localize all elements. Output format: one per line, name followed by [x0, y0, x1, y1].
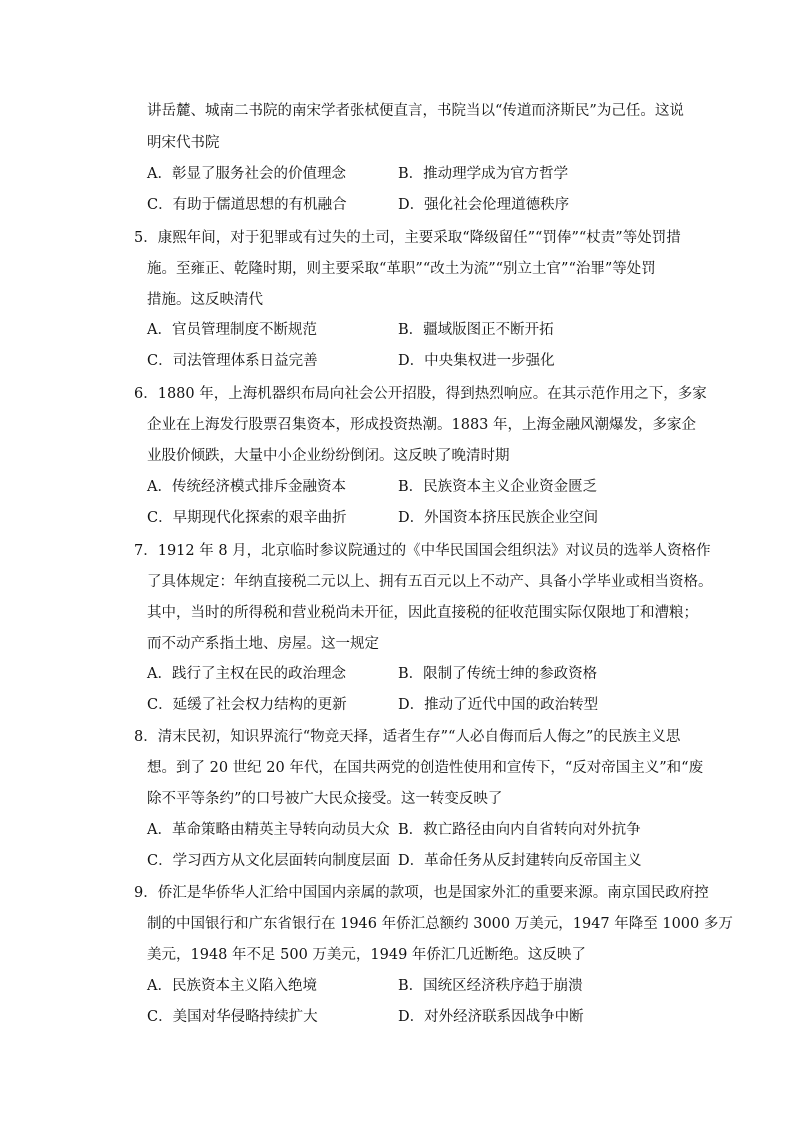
q5-line-1: 5．康熙年间，对于犯罪或有过失的土司，主要采取“降级留任”“罚俸”“杖责”等处罚措 — [134, 230, 681, 246]
q4-line-2: 明宋代书院 — [147, 135, 220, 151]
q6-option-a: A．传统经济模式排斥金融资本 — [147, 479, 346, 495]
q6-option-b: B．民族资本主义企业资金匮乏 — [398, 479, 598, 495]
q5-option-c: C．司法管理体系日益完善 — [147, 353, 318, 369]
q8-line-1: 8．清末民初，知识界流行“物竞天择，适者生存”“人必自侮而后人侮之”的民族主义思 — [134, 729, 681, 745]
q8-option-d: D．革命任务从反封建转向反帝国主义 — [398, 853, 642, 869]
q6-option-c: C．早期现代化探索的艰辛曲折 — [147, 510, 347, 526]
q8-option-c: C．学习西方从文化层面转向制度层面 — [147, 853, 391, 869]
q7-line-2: 了具体规定：年纳直接税二元以上、拥有五百元以上不动产、具备小学毕业或相当资格。 — [147, 574, 713, 590]
q4-option-a: A．彰显了服务社会的价值理念 — [147, 166, 346, 182]
q8-option-b: B．救亡路径由向内自省转向对外抗争 — [398, 822, 641, 838]
q7-line-1: 7．1912 年 8 月，北京临时参议院通过的《中华民国国会组织法》对议员的选举人资格作 — [134, 543, 711, 559]
q8-option-a: A．革命策略由精英主导转向动员大众 — [147, 822, 390, 838]
q6-line-2: 企业在上海发行股票召集资本，形成投资热潮。1883 年，上海金融风潮爆发，多家企 — [147, 417, 697, 433]
q7-option-d: D．推动了近代中国的政治转型 — [398, 697, 599, 713]
q6-option-d: D．外国资本挤压民族企业空间 — [398, 510, 599, 526]
q4-option-d: D．强化社会伦理道德秩序 — [398, 197, 570, 213]
q5-option-b: B．疆域版图正不断开拓 — [398, 322, 554, 338]
q4-line-1: 讲岳麓、城南二书院的南宋学者张栻便直言，书院当以“传道而济斯民”为己任。这说 — [147, 103, 684, 119]
q9-option-d: D．对外经济联系因战争中断 — [398, 1009, 584, 1025]
q9-option-a: A．民族资本主义陷入绝境 — [147, 978, 317, 994]
q7-line-4: 而不动产系指土地、房屋。这一规定 — [147, 636, 379, 652]
q6-line-3: 业股价倾跌，大量中小企业纷纷倒闭。这反映了晚清时期 — [147, 448, 510, 464]
q6-line-1: 6．1880 年，上海机器织布局向社会公开招股，得到热烈响应。在其示范作用之下，多家 — [134, 386, 707, 402]
q8-line-3: 除不平等条约”的口号被广大民众接受。这一转变反映了 — [147, 791, 503, 807]
q9-line-2: 制的中国银行和广东省银行在 1946 年侨汇总额约 3000 万美元，1947 年降至 1000 多万 — [147, 916, 733, 932]
q7-option-b: B．限制了传统士绅的参政资格 — [398, 666, 598, 682]
q9-line-1: 9．侨汇是华侨华人汇给中国国内亲属的款项，也是国家外汇的重要来源。南京国民政府控 — [134, 885, 709, 901]
q5-option-a: A．官员管理制度不断规范 — [147, 322, 317, 338]
q8-line-2: 想。到了 20 世纪 20 年代，在国共两党的创造性使用和宣传下，“反对帝国主义”和“废 — [147, 760, 704, 776]
q5-line-2: 施。至雍正、乾隆时期，则主要采取“革职”“改土为流”“别立土官”“治罪”等处罚 — [147, 261, 656, 277]
q5-option-d: D．中央集权进一步强化 — [398, 353, 555, 369]
q7-option-a: A．践行了主权在民的政治理念 — [147, 666, 346, 682]
q9-line-3: 美元，1948 年不足 500 万美元，1949 年侨汇几近断绝。这反映了 — [147, 947, 586, 963]
q4-option-c: C．有助于儒道思想的有机融合 — [147, 197, 347, 213]
q7-line-3: 其中，当时的所得税和营业税尚未开征，因此直接税的征收范围实际仅限地丁和漕粮； — [147, 605, 698, 621]
q9-option-b: B．国统区经济秩序趋于崩溃 — [398, 978, 583, 994]
q7-option-c: C．延缓了社会权力结构的更新 — [147, 697, 347, 713]
q5-line-3: 措施。这反映清代 — [147, 292, 263, 308]
q9-option-c: C．美国对华侵略持续扩大 — [147, 1009, 318, 1025]
q4-option-b: B．推动理学成为官方哲学 — [398, 166, 569, 182]
